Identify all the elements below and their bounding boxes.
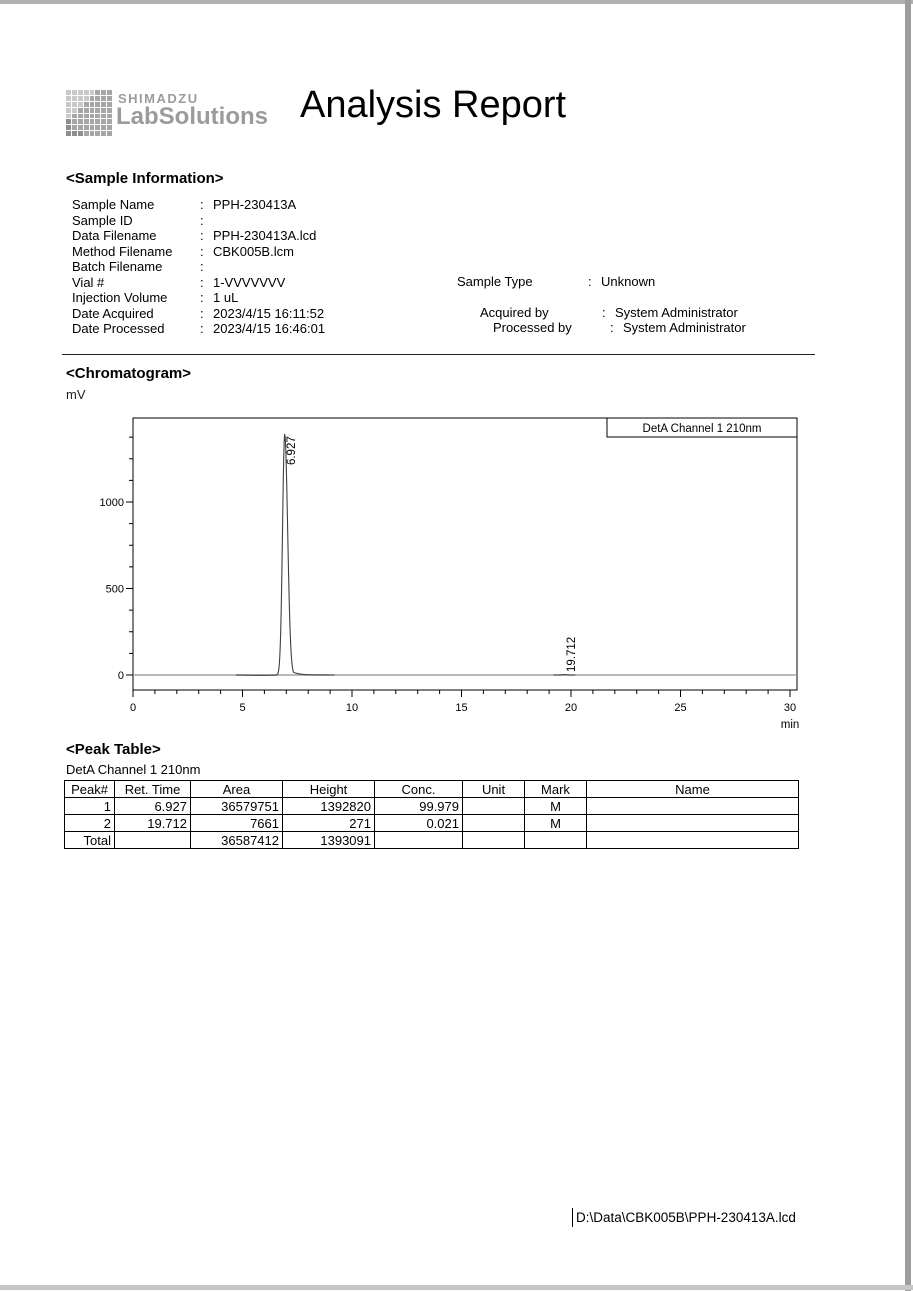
logo-grid-cell bbox=[90, 102, 95, 107]
logo-grid-cell bbox=[84, 90, 89, 95]
x-tick-label: 0 bbox=[129, 702, 137, 714]
x-tick-label: 30 bbox=[783, 702, 797, 714]
peak-table bbox=[64, 780, 799, 849]
logo-grid-cell bbox=[72, 108, 77, 113]
colon: : bbox=[200, 212, 204, 228]
peak-table-cell: 2 bbox=[65, 815, 115, 832]
peak-table-column-header: Unit bbox=[463, 781, 525, 798]
logo-grid-cell bbox=[101, 119, 106, 124]
chromatogram-heading: <Chromatogram> bbox=[66, 365, 192, 382]
info-value: 2023/4/15 16:46:01 bbox=[213, 321, 326, 336]
data-file-path: D:\Data\CBK005B\PPH-230413A.lcd bbox=[572, 1208, 796, 1227]
sample-info-row bbox=[72, 228, 325, 244]
peak-table-total-row bbox=[65, 832, 799, 849]
logo-grid-cell bbox=[90, 119, 95, 124]
sample-info-row bbox=[72, 321, 325, 337]
logo-grid-cell bbox=[66, 96, 71, 101]
logo-grid-cell bbox=[72, 114, 77, 119]
y-tick-label: 0 bbox=[117, 670, 124, 682]
logo-grid-cell bbox=[78, 114, 83, 119]
info-label: Date Acquired bbox=[72, 305, 154, 321]
peak-table-channel-label: DetA Channel 1 210nm bbox=[66, 762, 201, 777]
logo-grid-cell bbox=[78, 108, 83, 113]
peak-table-cell: 1393091 bbox=[283, 832, 375, 849]
logo-grid-cell bbox=[72, 102, 77, 107]
x-tick-label: 15 bbox=[455, 702, 468, 714]
y-axis-unit-label: mV bbox=[66, 387, 86, 402]
info-value: 2023/4/15 16:11:52 bbox=[213, 305, 325, 321]
peak-rt-label: 6.927 bbox=[286, 436, 299, 466]
peak-table-cell bbox=[587, 815, 799, 832]
logo-grid-cell bbox=[90, 90, 95, 95]
logo-grid-cell bbox=[78, 96, 83, 101]
peak-table-cell bbox=[463, 798, 525, 815]
page-edge-right bbox=[905, 0, 911, 1291]
product-name: LabSolutions bbox=[116, 103, 268, 130]
peak-table-cell: 0.021 bbox=[375, 815, 463, 832]
logo-grid-cell bbox=[84, 102, 89, 107]
processed-by-row bbox=[493, 320, 746, 335]
section-divider bbox=[62, 354, 815, 355]
logo-grid-cell bbox=[107, 90, 112, 95]
peak-table-cell: 1 bbox=[65, 798, 115, 815]
peak-table-cell: 99.979 bbox=[375, 798, 463, 815]
info-label: Sample Name bbox=[72, 197, 155, 212]
peak-table-cell bbox=[115, 832, 191, 849]
logo-grid-cell bbox=[66, 125, 71, 130]
logo-grid-cell bbox=[78, 131, 83, 136]
info-value: 1-VVVVVVV bbox=[213, 274, 286, 290]
sample-information-heading: <Sample Information> bbox=[66, 170, 224, 187]
peak-table-cell bbox=[587, 798, 799, 815]
page-edge-bottom bbox=[0, 1285, 913, 1290]
peak-table-cell: Total bbox=[65, 832, 115, 849]
peak-table-cell bbox=[463, 832, 525, 849]
info-label: Date Processed bbox=[72, 321, 165, 336]
peak-table-cell: 7661 bbox=[191, 815, 283, 832]
logo-grid-cell bbox=[66, 102, 71, 107]
info-label: Vial # bbox=[72, 274, 105, 290]
sample-info-row bbox=[72, 213, 325, 229]
chromatogram-trace bbox=[236, 435, 335, 676]
colon: : bbox=[200, 305, 204, 321]
logo-grid-cell bbox=[90, 125, 95, 130]
peak-table-column-header: Conc. bbox=[375, 781, 463, 798]
sample-info-row bbox=[72, 275, 325, 291]
processed-by-label: Processed by bbox=[493, 320, 572, 335]
chromatogram-plot bbox=[90, 410, 810, 740]
peak-table-cell bbox=[587, 832, 799, 849]
sample-type-row bbox=[457, 274, 655, 289]
sample-info-left-column bbox=[72, 197, 325, 337]
logo-grid-cell bbox=[66, 108, 71, 113]
peak-table-row bbox=[65, 815, 799, 832]
peak-table-cell: M bbox=[525, 798, 587, 815]
peak-table-heading: <Peak Table> bbox=[66, 741, 161, 758]
logo-grid-cell bbox=[78, 90, 83, 95]
logo-grid-cell bbox=[101, 96, 106, 101]
logo-grid-cell bbox=[78, 125, 83, 130]
colon: : bbox=[200, 259, 204, 274]
logo-grid-cell bbox=[72, 125, 77, 130]
colon: : bbox=[200, 290, 204, 305]
x-tick-label: 20 bbox=[564, 702, 578, 714]
x-axis-unit-label: min bbox=[780, 719, 800, 731]
colon: : bbox=[200, 243, 204, 259]
logo-grid-cell bbox=[95, 119, 100, 124]
page-edge-top bbox=[0, 0, 913, 4]
colon: : bbox=[200, 274, 204, 290]
logo-grid-cell bbox=[107, 114, 112, 119]
peak-table-row bbox=[65, 798, 799, 815]
logo-grid-cell bbox=[78, 102, 83, 107]
sample-info-row bbox=[72, 306, 325, 322]
peak-table-header-row bbox=[65, 781, 799, 798]
info-label: Sample ID bbox=[72, 212, 133, 228]
x-tick-label: 5 bbox=[239, 702, 246, 714]
acquired-by-label: Acquired by bbox=[480, 305, 549, 320]
info-label: Data Filename bbox=[72, 228, 157, 243]
logo-grid-cell bbox=[107, 96, 112, 101]
peak-table-column-header: Mark bbox=[525, 781, 587, 798]
logo-grid-cell bbox=[72, 131, 77, 136]
peak-table-cell: 19.712 bbox=[115, 815, 191, 832]
logo-grid-cell bbox=[84, 108, 89, 113]
peak-table-cell bbox=[463, 815, 525, 832]
peak-table-cell: 36587412 bbox=[191, 832, 283, 849]
peak-table-cell bbox=[525, 832, 587, 849]
page-title: Analysis Report bbox=[300, 84, 567, 126]
logo-grid-cell bbox=[95, 102, 100, 107]
logo-grid-cell bbox=[84, 119, 89, 124]
peak-table-column-header: Area bbox=[191, 781, 283, 798]
logo-grid-cell bbox=[66, 114, 71, 119]
acquired-by-value: System Administrator bbox=[615, 305, 738, 320]
sample-type-value: Unknown bbox=[601, 274, 656, 289]
peak-table-cell: 6.927 bbox=[115, 798, 191, 815]
colon: : bbox=[602, 305, 606, 320]
logo-grid-cell bbox=[101, 125, 106, 130]
shimadzu-grid-icon bbox=[66, 90, 112, 136]
logo-grid-cell bbox=[95, 125, 100, 130]
plot-axes bbox=[100, 418, 797, 714]
logo-grid-cell bbox=[95, 108, 100, 113]
peak-table-column-header: Height bbox=[283, 781, 375, 798]
peak-table-column-header: Name bbox=[587, 781, 799, 798]
info-value: CBK005B.lcm bbox=[213, 243, 294, 259]
sample-info-row bbox=[72, 244, 325, 260]
peak-table-cell: 1392820 bbox=[283, 798, 375, 815]
info-value: PPH-230413A bbox=[213, 197, 297, 212]
logo-grid-cell bbox=[66, 90, 71, 95]
logo-grid-cell bbox=[101, 90, 106, 95]
info-label: Batch Filename bbox=[72, 259, 163, 274]
logo-grid-cell bbox=[95, 96, 100, 101]
logo-grid-cell bbox=[107, 108, 112, 113]
logo-grid-cell bbox=[90, 96, 95, 101]
peak-table-column-header: Ret. Time bbox=[115, 781, 191, 798]
logo-grid-cell bbox=[78, 119, 83, 124]
legend-label: DetA Channel 1 210nm bbox=[642, 423, 762, 435]
peak-table-cell: 271 bbox=[283, 815, 375, 832]
logo-grid-cell bbox=[95, 114, 100, 119]
logo-grid-cell bbox=[107, 125, 112, 130]
x-tick-label: 10 bbox=[345, 702, 359, 714]
logo-grid-cell bbox=[90, 108, 95, 113]
logo-grid-cell bbox=[66, 119, 71, 124]
peak-rt-label: 19.712 bbox=[566, 636, 579, 672]
peak-table-cell bbox=[375, 832, 463, 849]
info-label: Injection Volume bbox=[72, 290, 168, 305]
colon: : bbox=[610, 320, 614, 335]
sample-type-label: Sample Type bbox=[457, 274, 533, 289]
y-tick-label: 500 bbox=[105, 583, 124, 596]
peak-table-cell: 36579751 bbox=[191, 798, 283, 815]
logo-grid-cell bbox=[84, 131, 89, 136]
plot-legend bbox=[607, 418, 797, 437]
logo-grid-cell bbox=[95, 131, 100, 136]
processed-by-value: System Administrator bbox=[623, 320, 746, 335]
colon: : bbox=[200, 321, 204, 336]
logo-grid-cell bbox=[107, 131, 112, 136]
logo-grid-cell bbox=[101, 131, 106, 136]
peak-table-cell: M bbox=[525, 815, 587, 832]
sample-info-row bbox=[72, 259, 325, 275]
logo-grid-cell bbox=[84, 114, 89, 119]
colon: : bbox=[200, 228, 204, 243]
peak-table-column-header: Peak# bbox=[65, 781, 115, 798]
logo-grid-cell bbox=[72, 96, 77, 101]
logo-grid-cell bbox=[66, 131, 71, 136]
y-tick-label: 1000 bbox=[99, 497, 124, 509]
info-value: 1 uL bbox=[213, 290, 239, 305]
info-value: PPH-230413A.lcd bbox=[213, 228, 317, 243]
logo-grid-cell bbox=[107, 102, 112, 107]
logo-grid-cell bbox=[101, 102, 106, 107]
logo-grid-cell bbox=[72, 90, 77, 95]
logo-grid-cell bbox=[84, 125, 89, 130]
colon: : bbox=[200, 197, 204, 212]
logo-grid-cell bbox=[90, 114, 95, 119]
logo-grid-cell bbox=[90, 131, 95, 136]
sample-info-row bbox=[72, 197, 325, 213]
logo-grid-cell bbox=[101, 108, 106, 113]
logo-grid-cell bbox=[95, 90, 100, 95]
logo-grid-cell bbox=[107, 119, 112, 124]
brand-name: SHIMADZU bbox=[118, 91, 199, 106]
logo-grid-cell bbox=[84, 96, 89, 101]
logo-grid-cell bbox=[101, 114, 106, 119]
info-label: Method Filename bbox=[72, 243, 173, 259]
sample-info-row bbox=[72, 290, 325, 306]
colon: : bbox=[588, 274, 592, 289]
acquired-by-row bbox=[480, 305, 738, 320]
logo-grid-cell bbox=[72, 119, 77, 124]
x-tick-label: 25 bbox=[674, 702, 687, 714]
